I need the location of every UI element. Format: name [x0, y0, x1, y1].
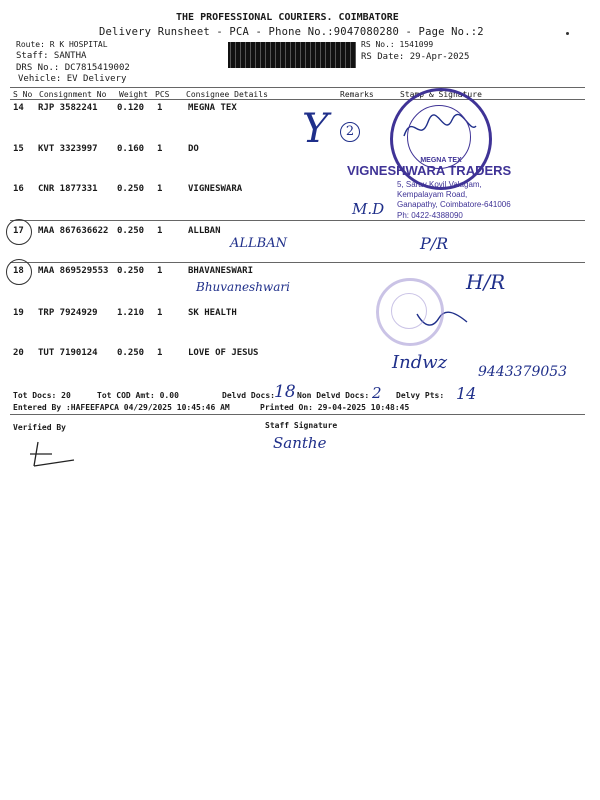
row-sno: 18 [13, 266, 24, 276]
handwritten-signature: Indwz [392, 352, 448, 373]
row-consignee: LOVE OF JESUS [188, 348, 259, 358]
row-sno: 19 [13, 308, 24, 318]
delivered-docs-count: 18 [274, 382, 296, 402]
row-consignment: RJP 3582241 [38, 103, 98, 113]
col-header-remarks: Remarks [340, 90, 374, 99]
delivery-points-label: Delvy Pts: [396, 391, 445, 400]
non-delivered-docs-count: 2 [372, 384, 382, 402]
row-separator [10, 262, 585, 263]
total-docs: Tot Docs: 20 [13, 391, 71, 400]
row-consignee: ALLBAN [188, 226, 221, 236]
row-consignee: DO [188, 144, 199, 154]
col-header-sno: S No [13, 90, 33, 99]
delivery-points-count: 14 [456, 384, 477, 403]
drs-info: DRS No.: DC7815419002 [16, 63, 130, 73]
total-cod-amount: Tot COD Amt: 0.00 [97, 391, 179, 400]
col-header-consignee: Consignee Details [186, 90, 268, 99]
handwritten-circled-number: 2 [340, 122, 360, 142]
col-header-pcs: PCS [155, 90, 170, 99]
stamp-address-line: Ph: 0422-4388090 [397, 211, 463, 220]
row-pcs: 1 [157, 226, 163, 236]
row-weight: 0.250 [117, 226, 145, 236]
row-sno: 15 [13, 144, 24, 154]
delivered-docs-label: Delvd Docs: [222, 391, 275, 400]
route-info: Route: R K HOSPITAL [16, 40, 108, 49]
col-header-consignment: Consignment No [39, 90, 107, 99]
staff-signature-handwriting: Santhe [273, 434, 327, 452]
col-header-stamp-signature: Stamp & Signature [400, 90, 482, 99]
row-weight: 0.250 [117, 348, 145, 358]
row-consignment: KVT 3323997 [38, 144, 98, 154]
row-separator [10, 220, 585, 221]
handwritten-receiver-name: ALLBAN [230, 236, 287, 251]
stamp-address-line: Ganapathy, Coimbatore-641006 [397, 200, 511, 209]
row-sno: 20 [13, 348, 24, 358]
row-pcs: 1 [157, 144, 163, 154]
document-title: THE PROFESSIONAL COURIERS. COIMBATORE [176, 12, 399, 23]
row-consignment: CNR 1877331 [38, 184, 98, 194]
margin-dot [566, 32, 569, 35]
vehicle-info: Vehicle: EV Delivery [18, 74, 127, 84]
entered-by: Entered By :HAFEEFAPCA 04/29/2025 10:45:46 AM [13, 403, 230, 412]
row-sno: 16 [13, 184, 24, 194]
handwritten-remark: H/R [466, 270, 506, 294]
handwritten-initials: M.D [352, 200, 385, 218]
col-header-weight: Weight [119, 90, 148, 99]
round-stamp-text: MEGNA TEX [420, 157, 462, 164]
rs-date: RS Date: 29-Apr-2025 [361, 52, 470, 62]
staff-info: Staff: SANTHA [16, 51, 87, 61]
row-consignment: TRP 7924929 [38, 308, 98, 318]
row-pcs: 1 [157, 348, 163, 358]
row-consignment: MAA 867636622 [38, 226, 109, 236]
non-delivered-docs-label: Non Delvd Docs: [297, 391, 370, 400]
row-consignment: TUT 7190124 [38, 348, 98, 358]
printed-on: Printed On: 29-04-2025 10:48:45 [260, 403, 410, 412]
header-rule-top [10, 87, 585, 88]
row-weight: 0.250 [117, 266, 145, 276]
row-weight: 0.250 [117, 184, 145, 194]
barcode-image [228, 42, 356, 68]
row-consignee: BHAVANESWARI [188, 266, 254, 276]
footer-rule [10, 414, 585, 415]
handwritten-remark: P/R [420, 234, 449, 253]
row-number-circle [6, 259, 32, 285]
row-consignment: MAA 869529553 [38, 266, 109, 276]
faded-round-stamp [376, 278, 444, 346]
staff-signature-label: Staff Signature [265, 421, 338, 430]
row-sno: 14 [13, 103, 24, 113]
handwritten-receiver-name: Bhuvaneshwari [196, 280, 290, 294]
document-subtitle: Delivery Runsheet - PCA - Phone No.:9047080280 - Page No.:2 [99, 26, 484, 38]
row-pcs: 1 [157, 103, 163, 113]
row-consignee: SK HEALTH [188, 308, 237, 318]
vigneshwara-stamp-name: VIGNESHWARA TRADERS [347, 163, 512, 178]
row-weight: 1.210 [117, 308, 145, 318]
row-pcs: 1 [157, 184, 163, 194]
verified-by-label: Verified By [13, 423, 66, 432]
row-consignee: MEGNA TEX [188, 103, 237, 113]
row-number-circle [6, 219, 32, 245]
verifier-signature [28, 440, 78, 470]
row-weight: 0.160 [117, 144, 145, 154]
stamp-address-line: 5, Sarav Kovil Valagam, [397, 180, 482, 189]
header-rule-bottom [10, 99, 585, 100]
handwritten-mark: Y [302, 106, 329, 152]
rs-number: RS No.: 1541099 [361, 40, 434, 49]
row-weight: 0.120 [117, 103, 145, 113]
row-pcs: 1 [157, 308, 163, 318]
row-sno: 17 [13, 226, 24, 236]
row-consignee: VIGNESWARA [188, 184, 243, 194]
stamp-address-line: Kempalayam Road, [397, 190, 468, 199]
handwritten-phone: 9443379053 [478, 364, 568, 380]
row-pcs: 1 [157, 266, 163, 276]
